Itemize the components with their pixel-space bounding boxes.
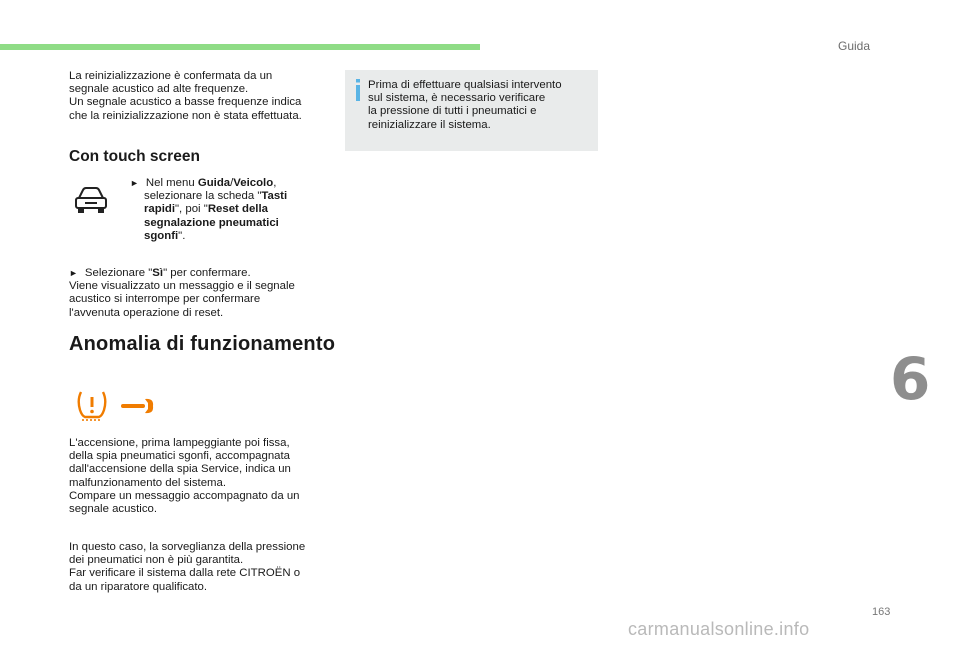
text-line	[130, 190, 310, 203]
text-fragment: " per confermare.	[163, 267, 251, 279]
malfunction-text	[69, 437, 331, 516]
bullet-marker: ►	[130, 178, 139, 188]
menu-step-text	[130, 177, 310, 243]
info-note-box	[345, 70, 598, 151]
text-line	[130, 217, 310, 230]
text-line: della spia pneumatici sgonfi, accompagnata	[69, 450, 290, 463]
function-name: Reset della	[207, 203, 268, 216]
text-line: Un segnale acustico a basse frequenze indica	[69, 96, 302, 109]
text-fragment: ", poi "	[175, 203, 208, 216]
text-line: Viene visualizzato un messaggio e il segnale	[69, 280, 295, 293]
text-line: reinizializzare il sistema.	[368, 118, 491, 131]
text-line: Compare un messaggio accompagnato da un	[69, 489, 300, 502]
reset-confirmation-text	[69, 70, 331, 123]
text-line	[130, 177, 310, 190]
car-icon	[73, 185, 109, 215]
text-line: Prima di effettuare qualsiasi intervento	[368, 79, 562, 91]
text-line: la pressione di tutti i pneumatici e	[368, 105, 537, 118]
bullet-marker: ►	[69, 268, 78, 278]
text-line: L'accensione, prima lampeggiante poi fissa,	[69, 437, 290, 449]
chapter-number: 6	[890, 345, 931, 413]
text-line	[69, 267, 331, 280]
menu-name: Veicolo	[233, 177, 274, 189]
text-line: dall'accensione della spia Service, indica un	[69, 463, 291, 476]
text-line: dei pneumatici non è più garantita.	[69, 554, 244, 567]
touch-screen-heading: Con touch screen	[69, 148, 200, 165]
tab-name: Tasti	[261, 190, 288, 203]
tyre-pressure-warning-icon	[77, 390, 107, 422]
section-label: Guida	[838, 39, 871, 53]
text-fragment: /	[230, 177, 234, 189]
menu-name: Guida	[197, 177, 231, 189]
text-fragment: ,	[273, 177, 277, 189]
text-line: da un riparatore qualificato.	[69, 580, 208, 593]
confirm-step-text	[69, 267, 331, 320]
text-line: acustico si interrompe per confermare	[69, 293, 261, 306]
text-line	[130, 230, 310, 243]
chapter-color-bar	[0, 44, 480, 50]
watermark: carmanualsonline.info	[628, 619, 810, 639]
text-fragment: Selezionare "	[84, 267, 153, 279]
text-fragment: ".	[178, 229, 186, 242]
function-name: segnalazione pneumatici	[144, 216, 279, 229]
info-note-text	[368, 79, 588, 132]
text-line: Far verificare il sistema dalla rete CITROËN o	[69, 567, 301, 580]
text-line: In questo caso, la sorveglianza della pressione	[69, 541, 306, 553]
option-name: Sì	[152, 267, 164, 279]
text-fragment: selezionare la scheda "	[144, 190, 262, 203]
malfunction-heading: Anomalia di funzionamento	[69, 333, 336, 355]
page-number: 163	[872, 606, 891, 618]
text-line: che la reinizializzazione non è stata effettuata.	[69, 109, 302, 122]
info-icon	[354, 79, 362, 101]
text-line: segnale acustico.	[69, 503, 158, 516]
text-line: La reinizializzazione è confermata da un	[69, 70, 273, 82]
service-wrench-icon	[121, 396, 155, 416]
text-fragment: Nel menu	[145, 177, 198, 189]
text-line	[130, 203, 310, 216]
function-name: sgonfi	[144, 229, 179, 242]
service-advice-text	[69, 541, 331, 594]
text-line: sul sistema, è necessario verificare	[368, 92, 546, 105]
warning-lights	[77, 390, 157, 422]
text-line: malfunzionamento del sistema.	[69, 476, 227, 489]
tab-name: rapidi	[144, 203, 176, 216]
text-line: segnale acustico ad alte frequenze.	[69, 83, 249, 96]
text-line: l'avvenuta operazione di reset.	[69, 306, 224, 319]
